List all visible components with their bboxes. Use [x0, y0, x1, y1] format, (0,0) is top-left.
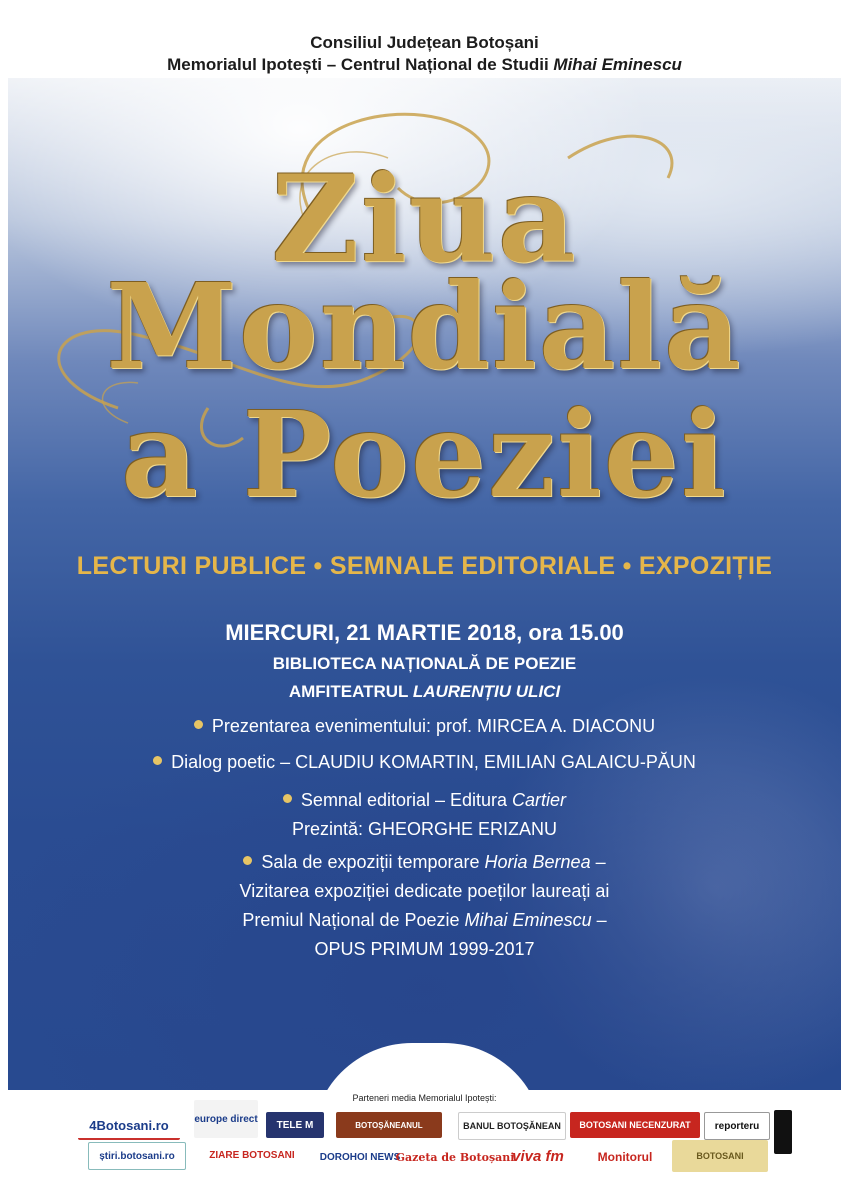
partner-logo-tele-m: TELE M — [266, 1112, 324, 1138]
partner-logo-banul: BANUL BOTOŞĂNEAN — [458, 1112, 566, 1140]
partner-logo-botosaneanul: BOTOŞĂNEANUL — [336, 1112, 442, 1138]
amphitheatre-name: LAURENȚIU ULICI — [412, 682, 561, 701]
program-item-text: Prezentarea evenimentului: prof. MIRCEA A. DIACONU — [211, 716, 656, 736]
amphitheatre-label: AMFITEATRUL — [288, 682, 413, 701]
title-line-3: a Poeziei — [121, 385, 728, 524]
event-subtitle: LECTURI PUBLICE • SEMNALE EDITORIALE • EXPOZIȚIE — [76, 552, 773, 580]
partner-logo-viva-fm: viva fm — [512, 1147, 564, 1165]
bullet-icon — [194, 720, 203, 729]
header-organization: Consiliul Județean Botoșani — [310, 33, 539, 52]
partner-logo-reporteru: reporteru — [704, 1112, 770, 1140]
partner-logo-europe-direct: europe direct — [194, 1100, 258, 1138]
program-item-editorial — [8, 786, 841, 844]
header-memorial-italic: Mihai Eminescu — [553, 55, 682, 74]
prize-name: Mihai Eminescu — [464, 910, 592, 930]
bullet-icon — [283, 794, 292, 803]
bullet-icon — [153, 756, 162, 765]
program-item-presenter: Prezintă: GHEORGHE ERIZANU — [291, 819, 558, 839]
title-line-2: Mondială — [106, 257, 743, 396]
partner-logo-stiri-botosani: știri.botosani.ro — [88, 1142, 186, 1170]
program-item-text: Sala de expoziții temporare — [261, 852, 485, 872]
event-venue: BIBLIOTECA NAȚIONALĂ DE POEZIE — [272, 654, 577, 673]
poster — [8, 78, 841, 1090]
program-item-exhibition — [8, 848, 841, 964]
program-item-line: Premiul Național de Poezie — [242, 910, 465, 930]
program-item-line: OPUS PRIMUM 1999-2017 — [314, 939, 535, 959]
title-line-1: Ziua — [271, 149, 578, 290]
program-item-line: Vizitarea expoziției dedicate poeților laureați ai — [239, 881, 610, 901]
partner-logo-necenzurat: BOTOSANI NECENZURAT — [570, 1112, 700, 1138]
program-item-dash: – — [590, 852, 606, 872]
program-item-dash: – — [591, 910, 607, 930]
hall-name: Horia Bernea — [484, 852, 591, 872]
partner-logo-botosani-magazine: BOTOSANI — [672, 1140, 768, 1172]
publisher-name: Cartier — [512, 790, 567, 810]
header-memorial-text: Memorialul Ipotești – Centrul Național de Studii — [167, 55, 554, 74]
bullet-icon — [243, 856, 252, 865]
partner-logo-dorohoi-news: DOROHOI NEWS — [319, 1151, 401, 1163]
event-amphitheatre — [8, 682, 841, 702]
program-item-text: Dialog poetic – CLAUDIU KOMARTIN, EMILIAN GALAICU-PĂUN — [171, 752, 696, 772]
partner-logo-gazeta: Gazeta de Botoșani — [395, 1150, 515, 1164]
partner-logo-monitorul: Monitorul — [597, 1150, 653, 1164]
partners-title: Parteneri media Memorialul Ipotești: — [352, 1093, 497, 1103]
partner-logo-botosaneanul-side — [774, 1110, 792, 1154]
partner-logo-4botosani: 4Botosani.ro — [78, 1112, 180, 1140]
partner-logo-ziare-botosani: ZIARE BOTOSANI — [209, 1149, 295, 1161]
event-date: MIERCURI, 21 MARTIE 2018, ora 15.00 — [225, 620, 624, 645]
program-item-text: Semnal editorial – Editura — [300, 790, 513, 810]
header-memorial — [0, 54, 849, 76]
program-item-dialog — [8, 748, 841, 777]
header — [0, 32, 849, 76]
program-item-presentation — [8, 712, 841, 741]
